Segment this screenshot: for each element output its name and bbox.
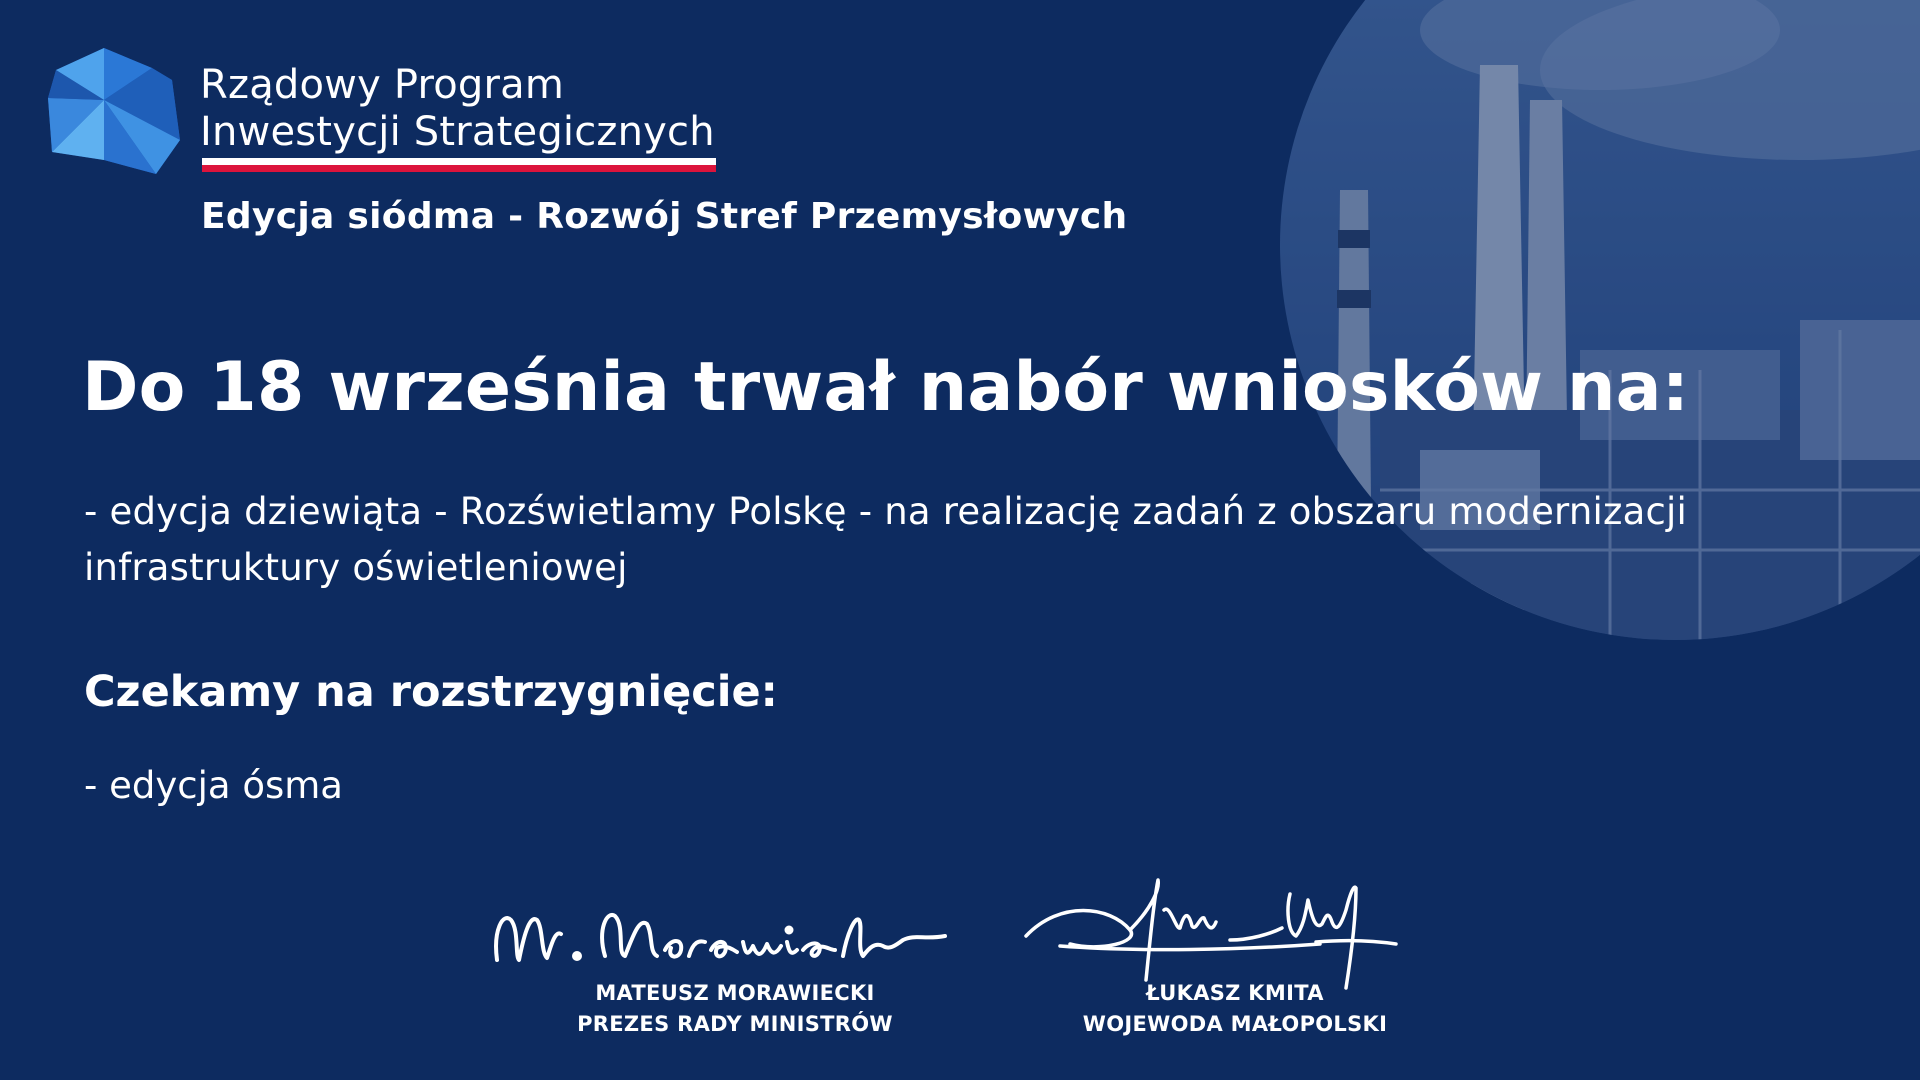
call-item-text: - edycja dziewiąta - Rozświetlamy Polskę - na realizację zadań z obszaru modernizacji infrastruktury oświetleniowej [84,490,1687,589]
program-title-line1: Rządowy Program [200,62,565,108]
signatory-role: WOJEWODA MAŁOPOLSKI [1082,1012,1388,1036]
poland-map-logo-icon [44,40,184,176]
flag-red-stripe [202,165,716,172]
signatory-name: MATEUSZ MORAWIECKI [595,981,875,1005]
signatory-name: ŁUKASZ KMITA [1146,981,1324,1005]
headline: Do 18 września trwał nabór wniosków na: [82,348,1690,427]
pending-item-text: - edycja ósma [84,764,343,807]
program-title [200,62,715,156]
signatory-role: PREZES RADY MINISTRÓW [577,1012,893,1036]
signatory-kmita [1060,978,1410,1040]
signatory-morawiecki [560,978,910,1040]
flag-white-stripe [202,158,716,165]
edition-subtitle: Edycja siódma - Rozwój Stref Przemysłowych [201,196,1128,237]
program-title-line2: Inwestycji Strategicznych [200,109,715,155]
pending-heading: Czekamy na rozstrzygnięcie: [84,667,778,717]
polish-flag-bar [202,158,716,172]
signature-morawiecki [485,890,985,980]
